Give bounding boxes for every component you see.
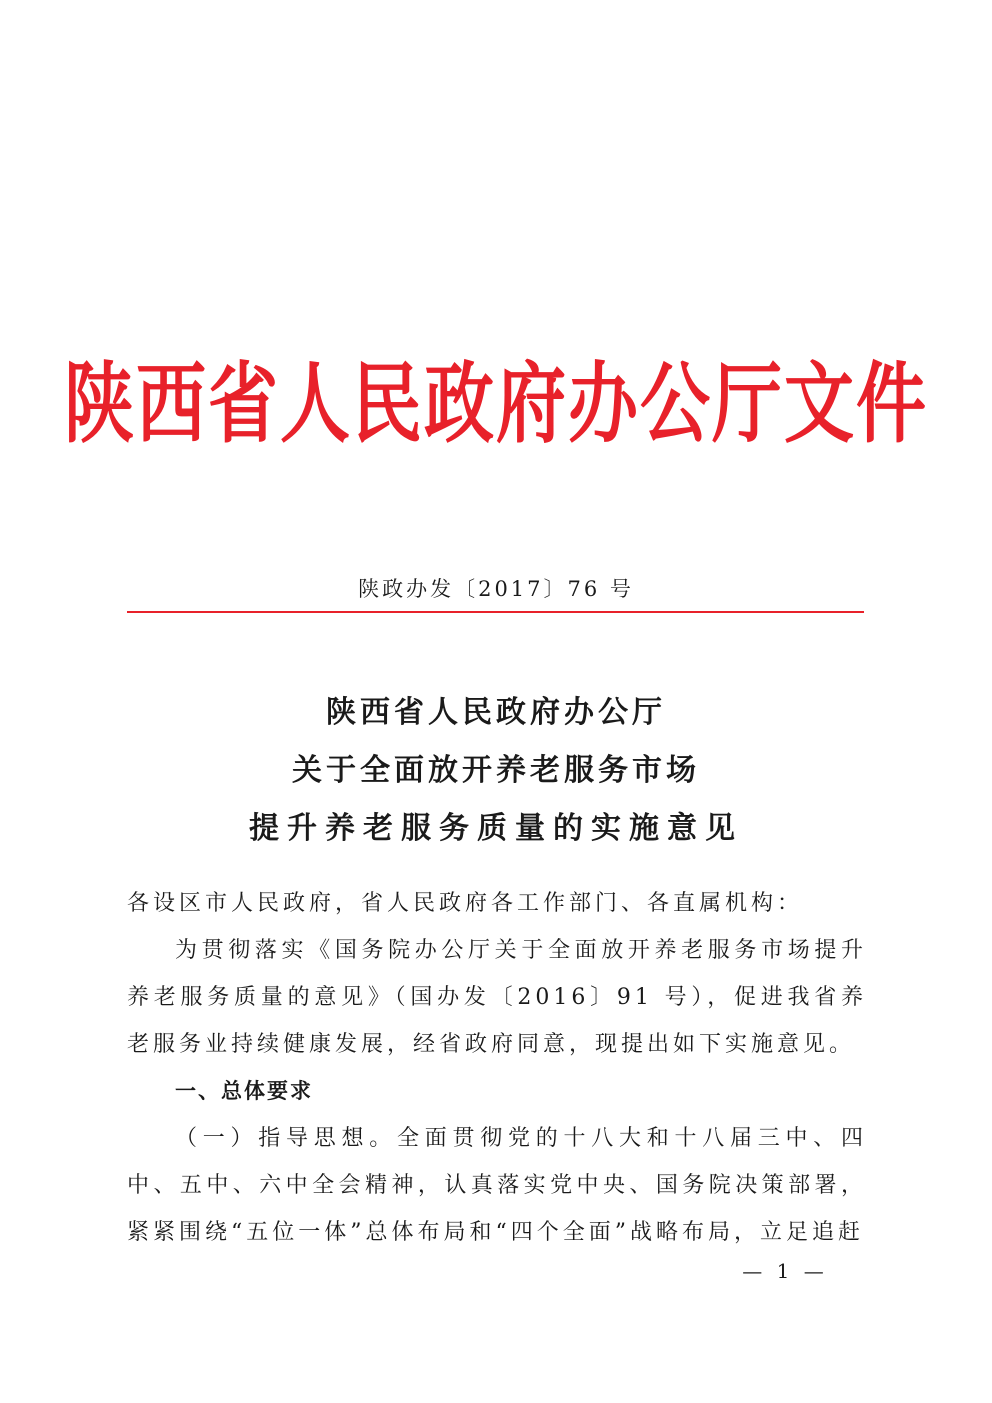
body-paragraph: （一）指导思想。全面贯彻党的十八大和十八届三中、四中、五中、六中全会精神，认真落实党中央、国务院决策部署，紧紧围绕“五位一体”总体布局和“四个全面”战略布局，立足追赶 [127, 1126, 867, 1245]
salutation: 各设区市人民政府，省人民政府各工作部门、各直属机构： [127, 891, 804, 916]
intro-paragraph: 为贯彻落实《国务院办公厅关于全面放开养老服务市场提升养老服务质量的意见》（国办发〔2016〕91 号），促进我省养老服务业持续健康发展，经省政府同意，现提出如下实施意见。 [127, 938, 867, 1057]
title-line-3: 提升养老服务质量的实施意见 [249, 811, 743, 846]
title-line-1: 陕西省人民政府办公厅 [326, 695, 666, 730]
red-separator-line [127, 611, 864, 613]
document-body [127, 880, 867, 1256]
title-line-2: 关于全面放开养老服务市场 [292, 753, 700, 788]
document-title [0, 684, 992, 858]
document-masthead: 陕西省人民政府办公厅文件 [64, 352, 928, 455]
section-heading: 一、总体要求 [175, 1079, 313, 1103]
document-number: 陕政办发〔2017〕76 号 [358, 577, 634, 601]
page-number: — 1 — [742, 1259, 828, 1283]
